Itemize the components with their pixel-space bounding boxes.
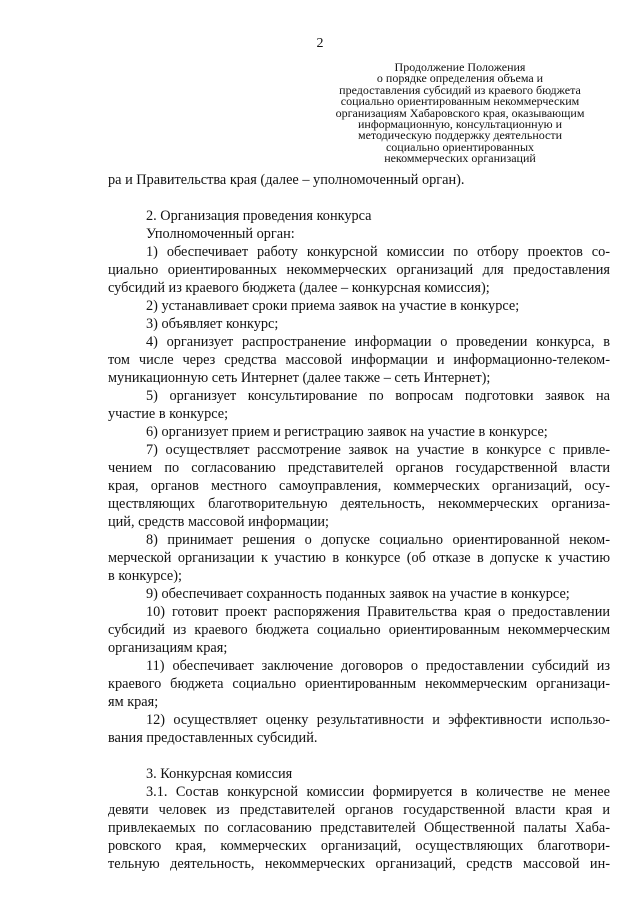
body-line: ровского края, коммерческих организаций, осуществляющих благотвори- (108, 838, 610, 854)
page-number: 2 (316, 36, 324, 51)
header-line: Продолжение Положения (394, 60, 526, 74)
header-line: предоставления субсидий из краевого бюджета (339, 82, 581, 97)
body-line: муникационную сеть Интернет (далее также – сеть Интернет); (108, 370, 491, 386)
body-line: субсидий из краевого бюджета социально ориентированным некоммерческим (108, 622, 610, 638)
header-line: организациям Хабаровского края, оказывающим (335, 105, 585, 120)
body-line: участие в конкурсе; (108, 406, 229, 422)
document-header (315, 62, 605, 165)
body-line: 3) объявляет конкурс; (146, 316, 279, 332)
body-line: Уполномоченный орган: (146, 226, 295, 242)
body-line: чением по согласованию представителей органов государственной власти (108, 460, 610, 476)
body-line: края, органов местного самоуправления, коммерческих организаций, осу- (108, 478, 610, 494)
paragraph-gap (108, 747, 610, 765)
document-body (108, 171, 610, 873)
body-line: 9) обеспечивает сохранность поданных заявок на участие в конкурсе; (146, 586, 570, 602)
body-line: ям края; (108, 694, 159, 710)
header-line: методическую поддержку деятельности (357, 128, 563, 143)
body-line: 12) осуществляет оценку результативности и эффективности использо- (146, 712, 610, 728)
body-line: ций, средств массовой информации; (108, 514, 329, 530)
header-line: социально ориентированным некоммерческим (340, 94, 580, 109)
body-line: 8) принимает решения о допуске социально ориентированной неком- (146, 532, 610, 548)
body-line: субсидий из краевого бюджета (далее – конкурсная комиссия); (108, 280, 490, 296)
section-heading: 2. Организация проведения конкурса (146, 208, 372, 224)
body-line: ра и Правительства края (далее – уполномоченный орган). (108, 172, 465, 188)
body-line: мерческой организации к участию в конкурсе (об отказе в допуске к участию (108, 550, 610, 566)
body-line: 11) обеспечивает заключение договоров о предоставлении субсидий из (146, 658, 610, 674)
header-line: о порядке определения объема и (376, 71, 544, 86)
body-line: в конкурсе); (108, 568, 182, 584)
header-line: социально ориентированных (385, 139, 535, 154)
body-line: 2) устанавливает сроки приема заявок на участие в конкурсе; (146, 298, 520, 314)
header-line: некоммерческих организаций (384, 151, 536, 166)
body-line: 3.1. Состав конкурсной комиссии формируется в количестве не менее (146, 784, 610, 800)
body-line: ществляющих благотворительную деятельность, некоммерческих организа- (108, 496, 610, 512)
body-line: 4) организует распространение информации о проведении конкурса, в (146, 334, 610, 350)
body-line: 1) обеспечивает работу конкурсной комиссии по отбору проектов со- (146, 244, 610, 260)
header-line: информационную, консультационную и (357, 117, 562, 132)
body-line: 6) организует прием и регистрацию заявок на участие в конкурсе; (146, 424, 548, 440)
body-line: краевого бюджета социально ориентированным некоммерческим организаци- (108, 676, 610, 692)
body-line: том числе через средства массовой информации и информационно-телеком- (108, 352, 610, 368)
body-line: циально ориентированных некоммерческих организаций для предоставления (108, 262, 610, 278)
body-line: 10) готовит проект распоряжения Правительства края о предоставлении (146, 604, 610, 620)
body-line: организациям края; (108, 640, 228, 656)
body-line: 5) организует консультирование по вопросам подготовки заявок на (146, 388, 610, 404)
body-line: привлекаемых по согласованию представителей Общественной палаты Хаба- (108, 820, 610, 836)
section-heading: 3. Конкурсная комиссия (146, 766, 293, 782)
body-line: вания предоставленных субсидий. (108, 730, 318, 746)
body-line: девяти человек из представителей органов государственной власти края и (108, 802, 610, 818)
body-line: 7) осуществляет рассмотрение заявок на участие в конкурсе с привле- (146, 442, 610, 458)
body-line: тельную деятельность, некоммерческих организаций, средств массовой ин- (108, 856, 610, 872)
paragraph-gap (108, 189, 610, 207)
